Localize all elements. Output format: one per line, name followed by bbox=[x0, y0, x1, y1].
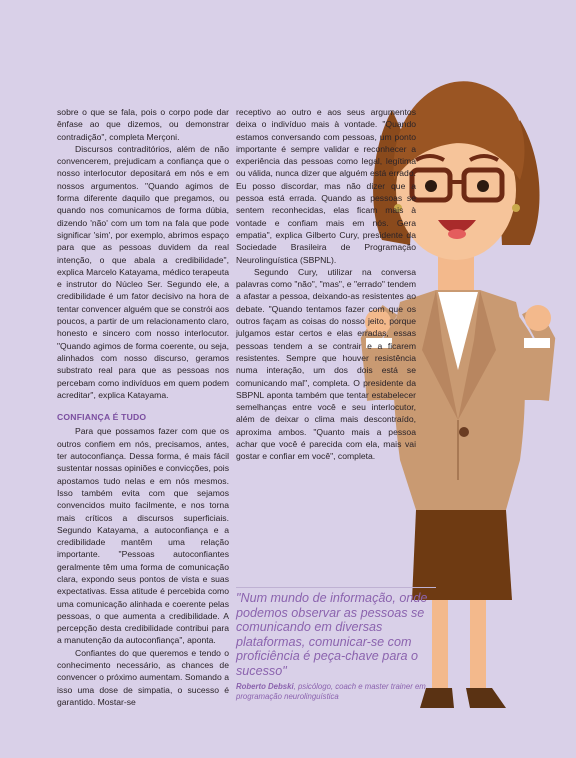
paragraph: sobre o que se fala, pois o corpo pode dar ênfase ao que dizemos, ou demonstrar contradição", completa Merçoni. bbox=[57, 107, 229, 142]
paragraph: Discursos contraditórios, além de não convencerem, prejudicam a confiança que o nosso interlocutor depositará em nós e em nossos argumentos. "Quando agimos de forma diferente daquilo que pregamos, ou quando nos comunicamos de forma dúbia, dizendo 'não' com um tom na fala que pode significar 'sim', por exemplo, abrimos espaço para que as pessoas duvidem da real intenção, o que abala a credibilidade", explica Marcelo Katayama, médico terapeuta e instrutor do Núcleo Ser. Segundo ele, a credibilidade é um fator decisivo na hora de tentar convencer alguém que se constrói aos poucos, a partir de um relacionamento claro, honesto e sincero com nosso interlocutor. "Quando agimos de forma coerente, ou seja, alinhados com nosso discurso, geramos substrato real para que as pessoas nos percebam como indivíduos em quem podem acreditar", explica Katayama. bbox=[57, 143, 229, 400]
pull-quote-author-role: , psicólogo, coach e master trainer em programação neurolinguística bbox=[236, 681, 426, 701]
pull-quote bbox=[236, 587, 436, 702]
paragraph: receptivo ao outro e aos seus argumentos deixa o indivíduo mais à vontade. "Quando estamos conversando com pessoas, um ponto importante é sempre validar e reconhecer a experiência das pessoas como legal, legítima ou válida, nunca dizer que alguém está errado. Eu posso discordar, mas não dizer que a pessoa está errada. Quando as pessoas se sentem reconhecidas, elas ficam mais à vontade e confiam mais em nós. Gera empatia", explica Gilberto Cury, presidente da Sociedade Brasileira de Programação Neurolinguística (SBPNL). bbox=[236, 107, 416, 265]
paragraph: Segundo Cury, utilizar na conversa palavras como "não", "mas", e "errado" tendem a afastar a pessoa, deixando-as resistentes ao debate. "Quando tentamos fazer com que os outros façam as coisas do nosso jeito, porque julgamos estar certos e elas erradas, essas pessoas tendem a se contrair e a ficarem resistentes. Sempre que houver resistência numa interação, um dos dois está se comunicando mal", completa. O presidente da SBPNL aponta também que tentar estabelecer semelhanças entre você e seu interlocutor, além de deixar o clima mais descontraído, aproxima ambos. "Quanto mais a pessoa achar que você é parecida com ela, mais vai gostar e confiar em você", completa. bbox=[236, 266, 416, 462]
paragraph: Confiantes do que queremos e tendo o conhecimento necessário, as chances de convencer o próximo aumentam. Somando a isso uma dose de simpatia, o sucesso é garantido. Mostar-se bbox=[57, 647, 229, 707]
pull-quote-attribution bbox=[236, 682, 436, 702]
pull-quote-author: Roberto Debski bbox=[236, 681, 294, 691]
section-subheading: CONFIANÇA É TUDO bbox=[57, 412, 147, 423]
paragraph: Para que possamos fazer com que os outros confiem em nós, precisamos, antes, ter autoconfiança. Dessa forma, é mais fácil sustentar nossas opiniões e convicções, pois apostamos tudo nelas e em nós mesmos. Isso também evita com que sejamos convencidos muito facilmente, e nos torna mais críticos a discursos superficiais. Segundo Katayama, a autoconfiança e a credibilidade mantêm uma relação importante. "Pessoas autoconfiantes geralmente têm uma forma de comunicação clara, expondo seus pontos de vista e suas expectativas. Essa atitude é percebida como uma comunicação alinhada e coerente pelas pessoas, o que aumenta a credibilidade. A percepção desta credibilidade contribui para a manutenção da autoconfiança", aponta. bbox=[57, 426, 229, 646]
article-column-left bbox=[57, 106, 229, 708]
pull-quote-text: "Num mundo de informação, onde podemos observar as pessoas se comunicando em diversas plataformas, comunicar-se com proficiência é peça-chave para o sucesso" bbox=[236, 591, 428, 678]
article-column-right bbox=[236, 106, 416, 463]
